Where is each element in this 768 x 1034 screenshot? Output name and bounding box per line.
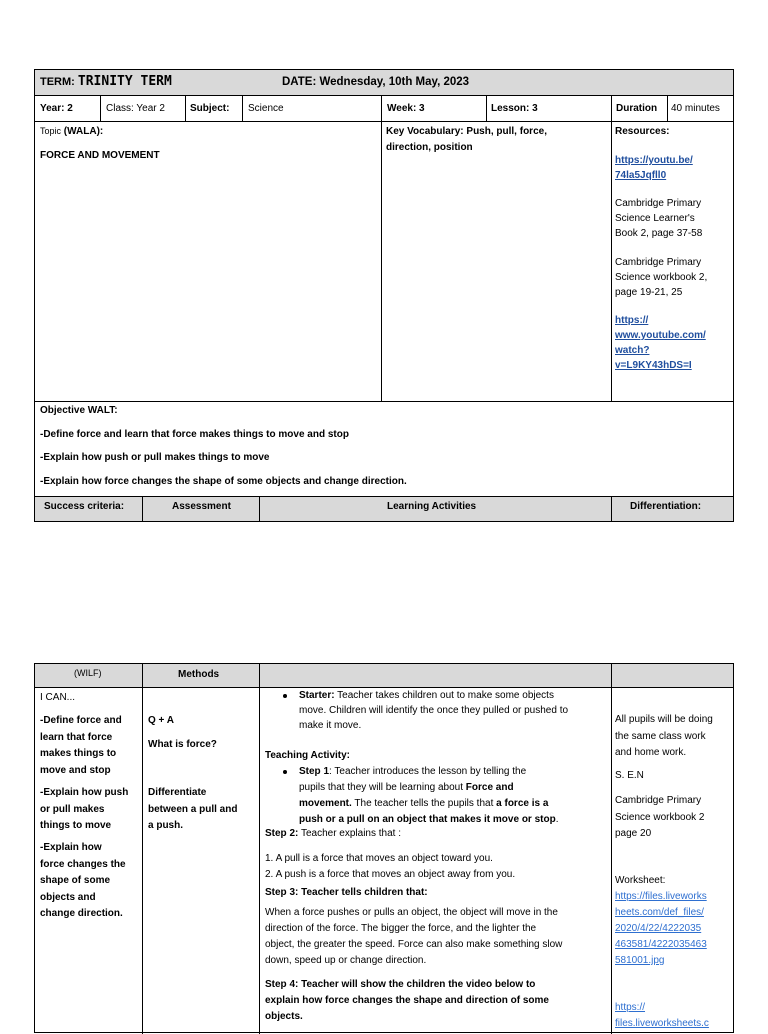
step1-bullet	[283, 770, 287, 774]
divider	[185, 96, 186, 122]
step1-text	[299, 764, 559, 828]
step2-line: Teacher explains that :	[298, 828, 401, 839]
success-line: makes things to	[40, 748, 117, 759]
resource-line: Book 2, page 37-58	[615, 228, 703, 239]
date-label: DATE: Wednesday, 10th May, 2023	[282, 76, 470, 88]
resource-line: Science workbook 2,	[615, 272, 708, 283]
step1-bold: push or a pull on an object that makes it move or stop	[299, 814, 556, 825]
divider	[486, 96, 487, 122]
term-label-text: TERM:	[40, 76, 75, 88]
success-criteria-header: Success criteria:	[44, 501, 125, 512]
diff-line: Cambridge Primary	[615, 795, 702, 806]
liveworksheets-link-line: files.liveworksheets.c	[615, 1018, 709, 1029]
vocabulary-line2: direction, position	[386, 142, 473, 153]
worksheet-link-line: heets.com/def_files/	[615, 907, 704, 918]
worksheet-link[interactable]	[615, 889, 707, 969]
diff-line: the same class work	[615, 730, 706, 742]
duration-value: 40 minutes	[671, 103, 720, 114]
resource-line: Science Learner's	[615, 213, 695, 224]
divider	[611, 96, 612, 401]
success-line: or pull makes	[40, 803, 105, 815]
step1-line: .	[555, 814, 559, 825]
resource-link-youtu[interactable]	[615, 153, 693, 183]
divider	[242, 96, 243, 122]
diff-line: and home work.	[615, 747, 687, 758]
success-line: -Explain how	[40, 842, 102, 853]
methods-line: Differentiate	[148, 787, 207, 798]
divider	[667, 96, 668, 122]
starter-line: move. Children will identify the once they pulled or pushed to	[299, 705, 569, 716]
diff-line: page 20	[615, 828, 652, 839]
topic-label-a: Topic	[40, 126, 62, 136]
step3-line: object, the greater the speed. Force can also make something slow	[265, 939, 563, 950]
term-value: TRINITY TERM	[77, 74, 172, 89]
divider	[259, 496, 260, 521]
divider	[611, 496, 612, 521]
diff-line: Science workbook 2	[615, 811, 705, 823]
differentiation-sen: S. E.N	[615, 770, 644, 781]
lesson-cell: Lesson: 3	[491, 103, 538, 114]
year-cell: Year: 2	[40, 103, 73, 114]
methods-what-is-force: What is force?	[148, 739, 217, 750]
divider	[100, 96, 101, 122]
resource-line: page 19-21, 25	[615, 287, 683, 298]
resource-link-line: https://	[615, 315, 649, 326]
starter-line: Teacher takes children out to make some objects	[334, 690, 554, 701]
vocabulary-line1: Key Vocabulary: Push, pull, force,	[386, 126, 547, 137]
differentiation-workbook	[615, 793, 705, 843]
resource-link-line: 74la5Jqfll0	[615, 170, 667, 181]
step1-line: : Teacher introduces the lesson by telling the	[329, 766, 527, 777]
resource-book1	[615, 196, 702, 241]
success-line: learn that force	[40, 731, 113, 743]
resources-label: Resources:	[615, 126, 670, 137]
starter-bullet	[283, 694, 287, 698]
success-line: shape of some	[40, 875, 111, 886]
success-line: change direction.	[40, 908, 123, 919]
worksheet-link-line: 581001.jpg	[615, 955, 665, 966]
objective-item: -Explain how push or pull makes things to move	[40, 452, 270, 463]
step1-line: The teacher tells the pupils that	[351, 798, 497, 809]
differentiation-header: Differentiation:	[630, 501, 702, 512]
week-cell: Week: 3	[387, 103, 425, 114]
step1-line: pupils that they will be learning about	[299, 782, 466, 793]
learning-activities-header: Learning Activities	[387, 501, 477, 512]
worksheet-link-line: 2020/4/22/4222035	[615, 923, 702, 934]
differentiation-all-pupils	[615, 712, 713, 762]
step1-bold: movement.	[299, 798, 352, 809]
success-line: -Define force and	[40, 715, 122, 726]
liveworksheets-link[interactable]	[615, 1000, 709, 1032]
step3-text	[265, 905, 562, 969]
duration-label: Duration	[616, 103, 658, 114]
worksheet-label: Worksheet:	[615, 875, 666, 886]
divider	[381, 96, 382, 401]
step3-line: direction of the force. The bigger the force, and the lighter the	[265, 923, 537, 934]
worksheet-link-line: https://files.liveworks	[615, 891, 707, 902]
starter-line: make it move.	[299, 720, 362, 731]
success-line: objects and	[40, 891, 96, 903]
objective-item: -Define force and learn that force makes things to move and stop	[40, 429, 349, 440]
resource-link-youtube[interactable]	[615, 313, 706, 373]
worksheet-link-line: 463581/4222035463	[615, 939, 707, 950]
success-line: move and stop	[40, 764, 111, 776]
step4-line: explain how force changes the shape and direction of some	[265, 995, 549, 1006]
divider	[142, 664, 143, 1034]
methods-header: Methods	[178, 669, 220, 680]
step4-line: Step 4: Teacher will show the children the video below to	[265, 979, 536, 990]
resource-link-line: watch?	[615, 345, 650, 356]
resource-link-line: v=L9KY43hDS=I	[615, 360, 692, 371]
step1-bold: a force is a	[496, 798, 549, 809]
resource-link-line: www.youtube.com/	[615, 330, 706, 341]
diff-line: All pupils will be doing	[615, 714, 713, 725]
objective-label: Objective WALT:	[40, 405, 118, 416]
table2-header-row	[35, 664, 733, 688]
divider	[35, 401, 733, 402]
subject-value: Science	[248, 103, 284, 114]
resource-line: Cambridge Primary	[615, 257, 702, 268]
term-label	[40, 75, 172, 89]
topic-label	[40, 124, 103, 139]
step1-bold: Force and	[465, 782, 514, 793]
step3-line: down, speed up or change direction.	[265, 955, 427, 966]
success-item-2	[40, 785, 128, 835]
success-line: things to move	[40, 820, 112, 831]
columns-header-row	[35, 496, 733, 521]
objective-item: -Explain how force changes the shape of some objects and change direction.	[40, 476, 407, 487]
starter-text	[299, 688, 568, 733]
i-can-label: I CAN...	[40, 692, 76, 703]
success-line: -Explain how push	[40, 787, 129, 798]
subject-label: Subject:	[190, 103, 230, 114]
divider	[259, 664, 260, 1034]
resource-line: Cambridge Primary	[615, 198, 702, 209]
step2-text	[265, 826, 401, 841]
divider	[611, 664, 612, 1034]
success-item-1	[40, 713, 122, 779]
methods-line: between a pull and	[148, 803, 238, 815]
step3-label: Step 3: Teacher tells children that:	[265, 887, 428, 898]
step3-line: When a force pushes or pulls an object, the object will move in the	[265, 907, 558, 918]
starter-label: Starter:	[299, 690, 335, 701]
topic-label-b: (WALA):	[63, 126, 104, 137]
pull-definition: 1. A pull is a force that moves an object toward you.	[265, 853, 493, 864]
assessment-header: Assessment	[172, 501, 231, 512]
resource-book2	[615, 255, 707, 300]
class-cell: Class: Year 2	[106, 103, 165, 114]
success-item-3	[40, 840, 126, 923]
step4-line: objects.	[265, 1011, 303, 1022]
methods-differentiate	[148, 785, 237, 835]
success-line: force changes the	[40, 858, 126, 870]
step1-label: Step 1	[299, 766, 330, 777]
methods-qa: Q + A	[148, 715, 175, 726]
divider	[142, 496, 143, 521]
resource-link-line: https://youtu.be/	[615, 155, 693, 166]
liveworksheets-link-line: https://	[615, 1002, 646, 1013]
push-definition: 2. A push is a force that moves an object away from you.	[265, 869, 516, 880]
methods-line: a push.	[148, 820, 184, 831]
wilf-header: (WILF)	[74, 668, 102, 678]
topic-value: FORCE AND MOVEMENT	[40, 150, 160, 161]
teaching-activity-label: Teaching Activity:	[265, 750, 351, 761]
step4-text	[265, 977, 549, 1025]
step2-label: Step 2:	[265, 828, 299, 839]
